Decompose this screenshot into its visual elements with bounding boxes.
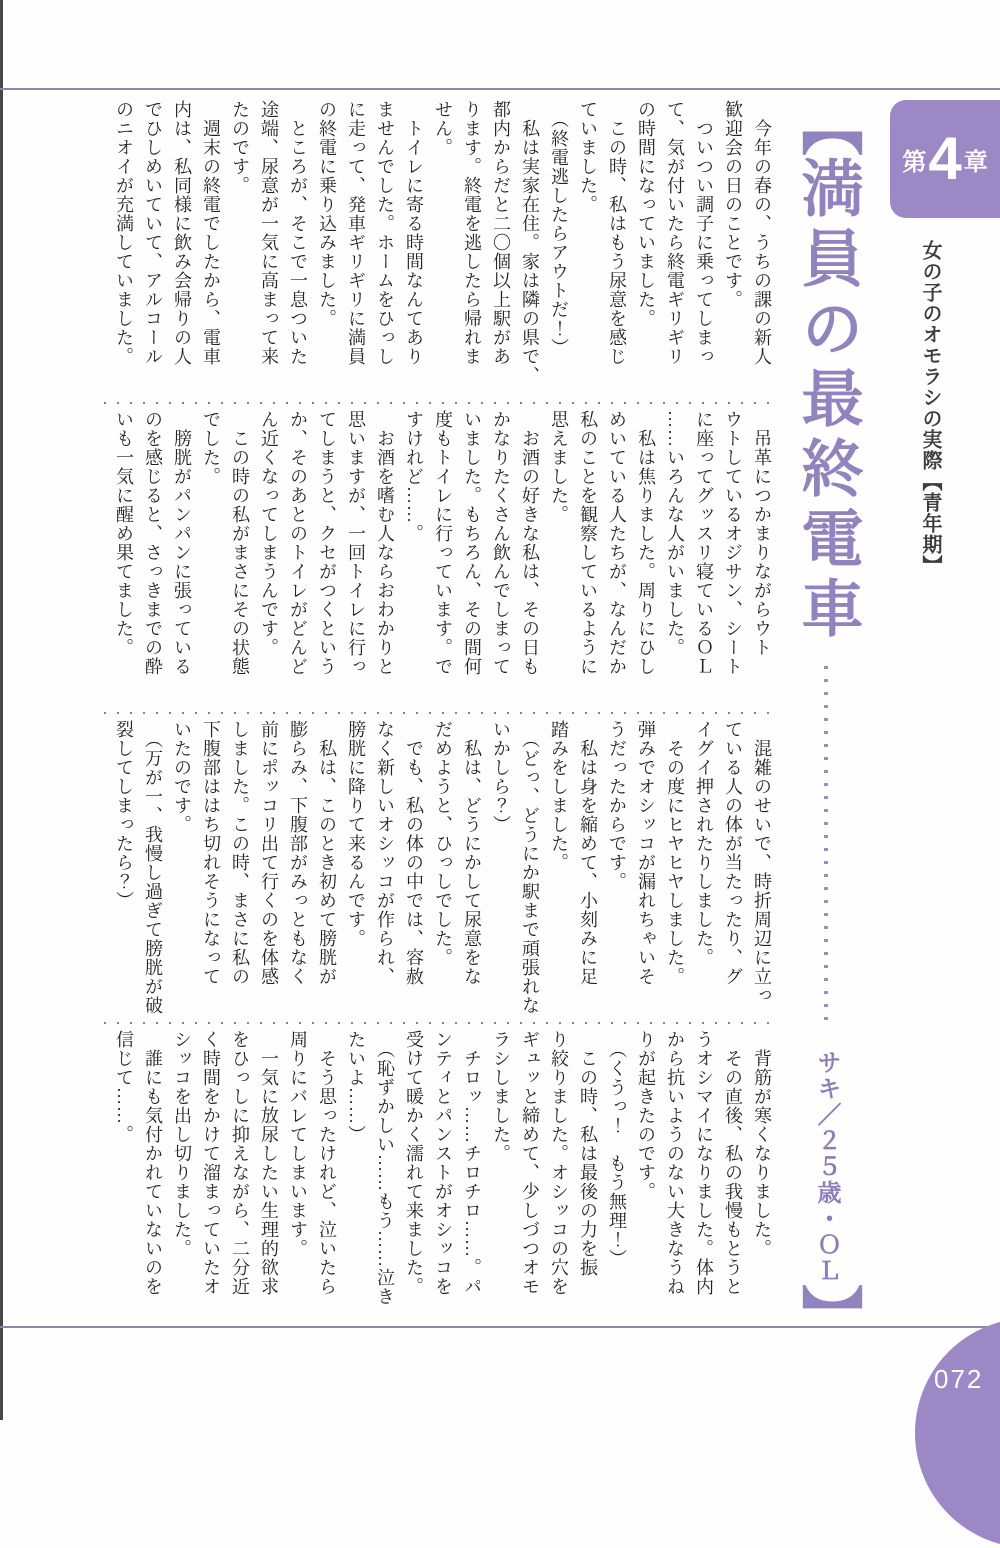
text-column: ていました。 [578,100,598,214]
text-column: シッコを出し切りました。 [172,1030,192,1258]
text-column: の時間になっていました。 [636,100,656,328]
text-column: 私は、どうにかして尿意をな [462,720,482,986]
band-separator [104,712,776,714]
text-column: （万が一、我慢し過ぎて膀胱が破 [143,720,163,1015]
text-column: （くうっ！ もう無理！） [607,1030,627,1268]
text-column: をひっしに抑えながら、二分近 [230,1030,250,1296]
page-number: 072 [934,1364,984,1394]
text-column: いかしら？） [491,720,511,834]
text-column: すけれど……。 [404,410,424,543]
text-column: 思えました。 [549,410,569,524]
text-column: 今年の春の、うちの課の新人 [752,100,772,366]
story-title-column [776,94,876,1346]
chapter-suffix: 章 [963,148,988,176]
story [104,100,776,1326]
text-column: ります。終電を逃したら帰れま [462,100,482,366]
story-title-text: 満員の最終電車 [792,156,861,646]
title-bracket-close: 】 [792,1284,861,1346]
title-bracket-open: 【 [792,94,861,156]
text-column: 膀胱がパンパンに張っている [172,410,192,676]
text-column: でも、私の体の中では、容赦 [404,720,424,986]
text-column: 背筋が寒くなりました。 [752,1030,772,1258]
text-column: この時、私はもう尿意を感じ [607,100,627,366]
text-column: 吊革につかまりながらウト [752,410,772,657]
text-column: なく新しいオシッコが作られ、 [375,720,395,986]
text-column: （どっ、どうにか駅まで頑張れな [520,720,540,1015]
text-column: 度もトイレに行っています。で [433,410,453,676]
page-number-circle [915,1318,1000,1548]
text-column: く時間をかけて溜まっていたオ [201,1030,221,1296]
text-column: 前にポッコリ出て行くのを体感 [259,720,279,986]
text-column: 歓迎会の日のことです。 [723,100,743,309]
text-column: 私は焦りました。周りにひし [636,410,656,676]
text-column: ん近くなってしまうんです。 [259,410,279,657]
text-column: たいよ……） [346,1030,366,1144]
chapter-prefix: 第 [902,148,927,176]
text-column: 思いますが、一回トイレに行っ [346,410,366,676]
text-column: に走って、発車ギリギリに満員 [346,100,366,366]
story-byline-block [792,1050,861,1346]
text-column: 私は身を縮めて、小刻みに足 [578,720,598,986]
text-column: 裂してしまったら？） [114,720,134,910]
text-column: トイレに寄る時間なんてあり [404,100,424,366]
text-column: 膀胱に降りて来るんです。 [346,720,366,948]
text-column: 途端、尿意が一気に高まって来 [259,100,279,366]
text-column: いも一気に醒め果てました。 [114,410,134,657]
text-column: その直後、私の我慢もとうと [723,1030,743,1296]
text-column: （恥ずかしい……もう……泣き [375,1030,395,1306]
chapter-subtitle: 女の子のオモラシの実際【青年期】 [919,240,941,576]
text-column: ませんでした。ホームをひっし [375,100,395,366]
text-column: うオシマイになりました。体内 [694,1030,714,1296]
text-column: お酒を嗜む人ならおわかりと [375,410,395,676]
text-column: いました。もちろん、その間何 [462,410,482,676]
text-column: 受けて暖かく濡れて来ました。 [404,1030,424,1296]
text-column: から抗いようのない大きなうね [665,1030,685,1296]
text-column: り絞りました。オシッコの穴を [549,1030,569,1296]
text-column: しました。この時、まさに私の [230,720,250,986]
text-column: せん。 [433,100,453,157]
text-column: お酒の好きな私は、その日も [520,410,540,676]
text-column: うだったからです。 [607,720,627,891]
text-column: 一気に放尿したい生理的欲求 [259,1030,279,1296]
text-column: 内は、私同様に飲み会帰りの人 [172,100,192,366]
text-band [104,410,776,706]
text-band [104,1030,776,1326]
text-column: （終電逃したらアウトだ！） [549,100,569,357]
text-column: でひしめいていて、アルコール [143,100,163,366]
chapter-badge [890,100,1000,218]
text-column: 周りにバレてしまいます。 [288,1030,308,1258]
text-column: この時、私は最後の力を振 [578,1030,598,1277]
text-band [104,100,776,396]
text-column: のニオイが充満していました。 [114,100,134,366]
text-column: かなりたくさん飲んでしまって [491,410,511,676]
text-column: 下腹部ははち切れそうになって [201,720,221,986]
text-column: イグイ押されたりしました。 [694,720,714,967]
text-column: 弾みでオシッコが漏れちゃいそ [636,720,656,986]
text-column: てしまうと、クセがつくという [317,410,337,676]
text-column: 膨らみ、下腹部がみっともなく [288,720,308,986]
text-column: 誰にも気付かれていないのを [143,1030,163,1296]
band-separator [104,402,776,404]
text-column: めいている人たちが、なんだか [607,410,627,676]
text-column: 私は、このとき初めて膀胱が [317,720,337,986]
text-column: チロッ……チロチロ……。パ [462,1030,482,1296]
text-column: そう思ったけれど、泣いたら [317,1030,337,1296]
text-column: その度にヒヤヒヤしました。 [665,720,685,986]
text-column: ラシしました。 [491,1030,511,1163]
text-column: 都内からだと二〇個以上駅があ [491,100,511,366]
text-column: の終電に乗り込みました。 [317,100,337,328]
story-title [792,94,861,646]
text-column: ンティとパンストがオシッコを [433,1030,453,1296]
text-column: のを感じると、さっきまでの酔 [143,410,163,676]
page-edge-line [0,0,3,1420]
text-column: 混雑のせいで、時折周辺に立っ [752,720,772,1005]
text-column: ギュッと締めて、少しづつオモ [520,1030,540,1296]
text-column: だめようと、ひっしでした。 [433,720,453,967]
text-column: 踏みをしました。 [549,720,569,872]
text-column: か、そのあとのトイレがどんど [288,410,308,676]
story-byline: サキ／２５歳・ＯＬ [813,1050,840,1284]
text-column: ……いろんな人がいました。 [665,410,685,657]
text-column: 私は実家在住。家は隣の県で、 [520,100,540,385]
text-column: 信じて……。 [114,1030,134,1144]
text-column: この時の私がまさにその状態 [230,410,250,676]
text-column: ウトしているオジサン、シート [723,410,743,676]
text-band [104,720,776,1016]
top-rule [0,88,1000,90]
text-column: 私のことを観察しているように [578,410,598,676]
text-column: りが起きたのです。 [636,1030,656,1201]
text-column: たのです。 [230,100,250,195]
text-column: ついつい調子に乗ってしまっ [694,100,714,366]
title-dotted-leader [824,666,828,1030]
text-column: ている人の体が当たったり、グ [723,720,743,986]
text-column: 週末の終電でしたから、電車 [201,100,221,366]
text-column: に座ってグッスリ寝ているＯＬ [694,410,714,676]
text-column: いたのです。 [172,720,192,834]
text-column: でした。 [201,410,221,486]
band-separator [104,1022,776,1024]
text-column: ところが、そこで一息ついた [288,100,308,366]
chapter-number: 4 [928,125,962,192]
text-column: て、気が付いたら終電ギリギリ [665,100,685,366]
